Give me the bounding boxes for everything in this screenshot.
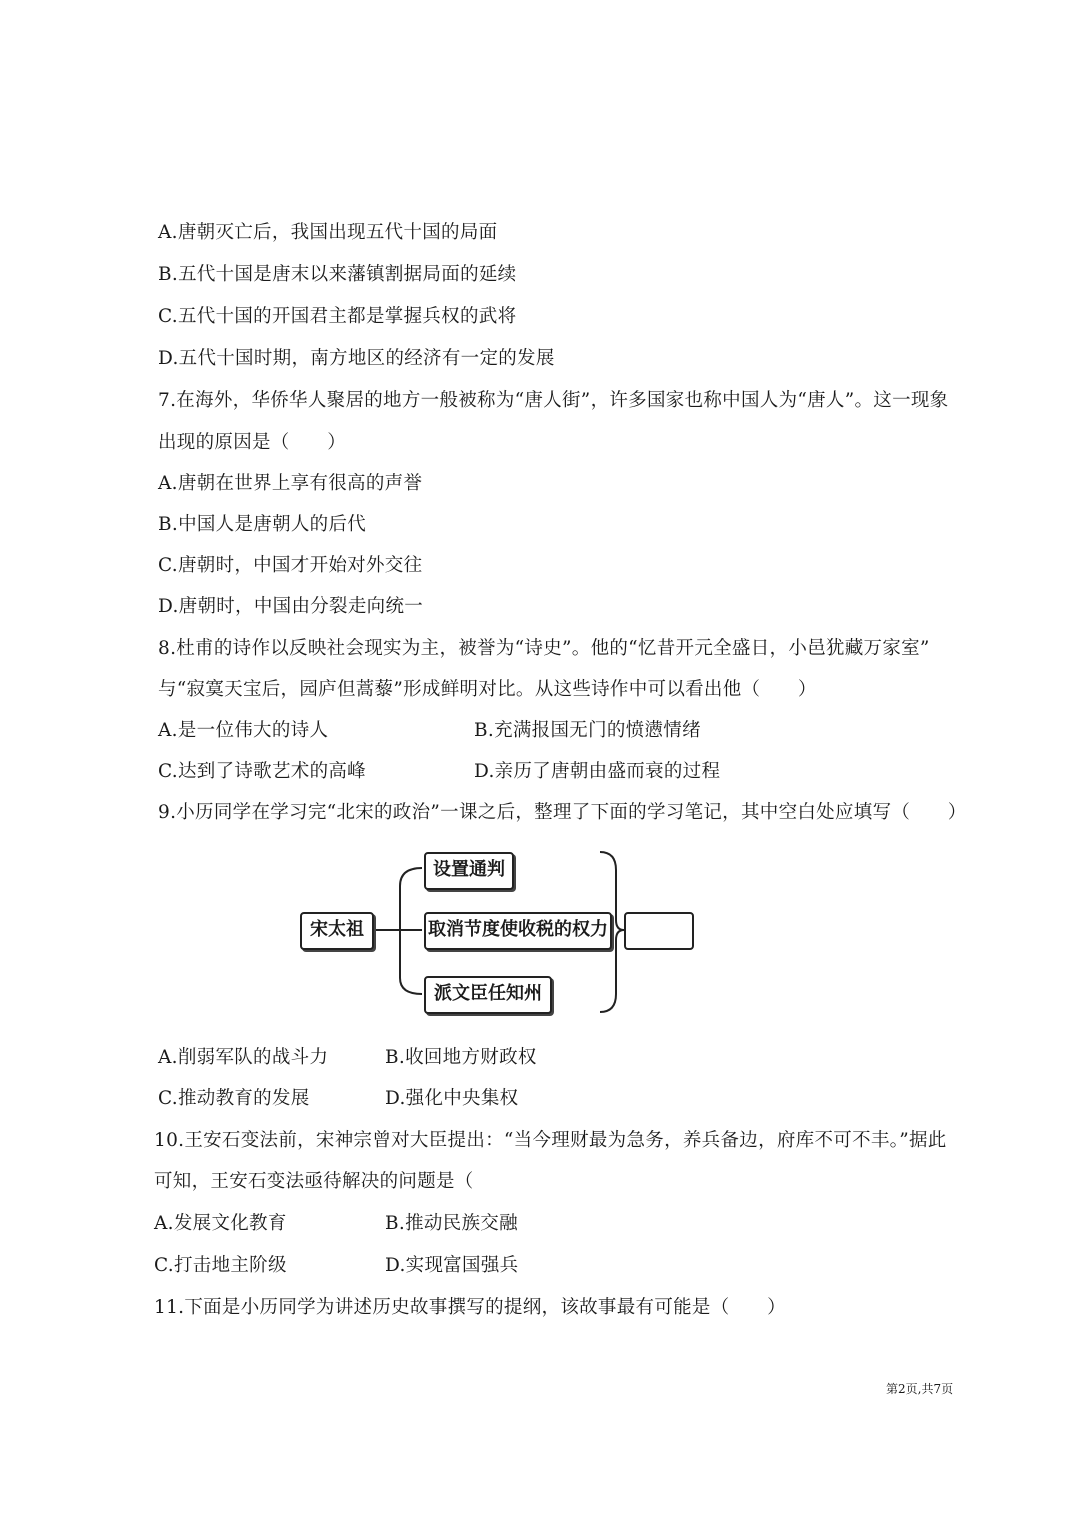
diagram-branch-2: 取消节度使收税的权力 [424, 912, 612, 950]
q8-stem-line2: 与“寂寞天宝后，园庐但蒿藜”形成鲜明对比。从这些诗作中可以看出他（ ） [158, 679, 817, 700]
q9-stem: 9.小历同学在学习完“北宋的政治”一课之后，整理了下面的学习笔记，其中空白处应填写（ ） [158, 802, 967, 823]
q8-option-b: B.充满报国无门的愤懑情绪 [474, 720, 701, 741]
diagram-branch-1: 设置通判 [424, 852, 514, 890]
q7-option-c: C.唐朝时，中国才开始对外交往 [158, 555, 423, 576]
q10-stem-line1: 10.王安石变法前，宋神宗曾对大臣提出：“当今理财最为急务，养兵备边，府库不可不丰。”据此 [154, 1130, 947, 1151]
q10-option-d: D.实现富国强兵 [385, 1255, 519, 1276]
page-number: 第2页,共7页 [886, 1382, 954, 1396]
q7-option-d: D.唐朝时，中国由分裂走向统一 [158, 596, 424, 617]
q10-option-b: B.推动民族交融 [385, 1213, 518, 1234]
diagram-branch-3: 派文臣任知州 [424, 976, 552, 1014]
q9-option-d: D.强化中央集权 [385, 1088, 519, 1109]
diagram-blank-box [624, 912, 694, 950]
q9-option-b: B.收回地方财政权 [385, 1047, 537, 1068]
q7-option-b: B.中国人是唐朝人的后代 [158, 514, 367, 535]
q6-option-d: D.五代十国时期，南方地区的经济有一定的发展 [158, 348, 555, 369]
q8-option-d: D.亲历了唐朝由盛而衰的过程 [474, 761, 721, 782]
q10-option-a: A.发展文化教育 [154, 1213, 287, 1234]
q10-stem-line2: 可知，王安石变法亟待解决的问题是（ [154, 1171, 474, 1192]
q9-option-c: C.推动教育的发展 [158, 1088, 310, 1109]
study-notes-diagram [296, 846, 706, 1021]
q7-stem-line1: 7.在海外，华侨华人聚居的地方一般被称为“唐人街”，许多国家也称中国人为“唐人”。这一现象 [158, 390, 949, 411]
q6-option-c: C.五代十国的开国君主都是掌握兵权的武将 [158, 306, 517, 327]
q7-stem-line2: 出现的原因是（ ） [158, 432, 347, 453]
q8-option-a: A.是一位伟大的诗人 [158, 720, 329, 741]
q8-stem-line1: 8.杜甫的诗作以反映社会现实为主，被誉为“诗史”。他的“忆昔开元全盛日，小邑犹藏万家室” [158, 638, 930, 659]
q9-option-a: A.削弱军队的战斗力 [158, 1047, 329, 1068]
q8-option-c: C.达到了诗歌艺术的高峰 [158, 761, 366, 782]
q7-option-a: A.唐朝在世界上享有很高的声誉 [158, 473, 423, 494]
q6-option-a: A.唐朝灭亡后，我国出现五代十国的局面 [158, 222, 498, 243]
q6-option-b: B.五代十国是唐末以来藩镇割据局面的延续 [158, 264, 517, 285]
q10-option-c: C.打击地主阶级 [154, 1255, 287, 1276]
q11-stem: 11.下面是小历同学为讲述历史故事撰写的提纲，该故事最有可能是（ ） [154, 1297, 786, 1318]
diagram-root-box: 宋太祖 [300, 912, 374, 950]
